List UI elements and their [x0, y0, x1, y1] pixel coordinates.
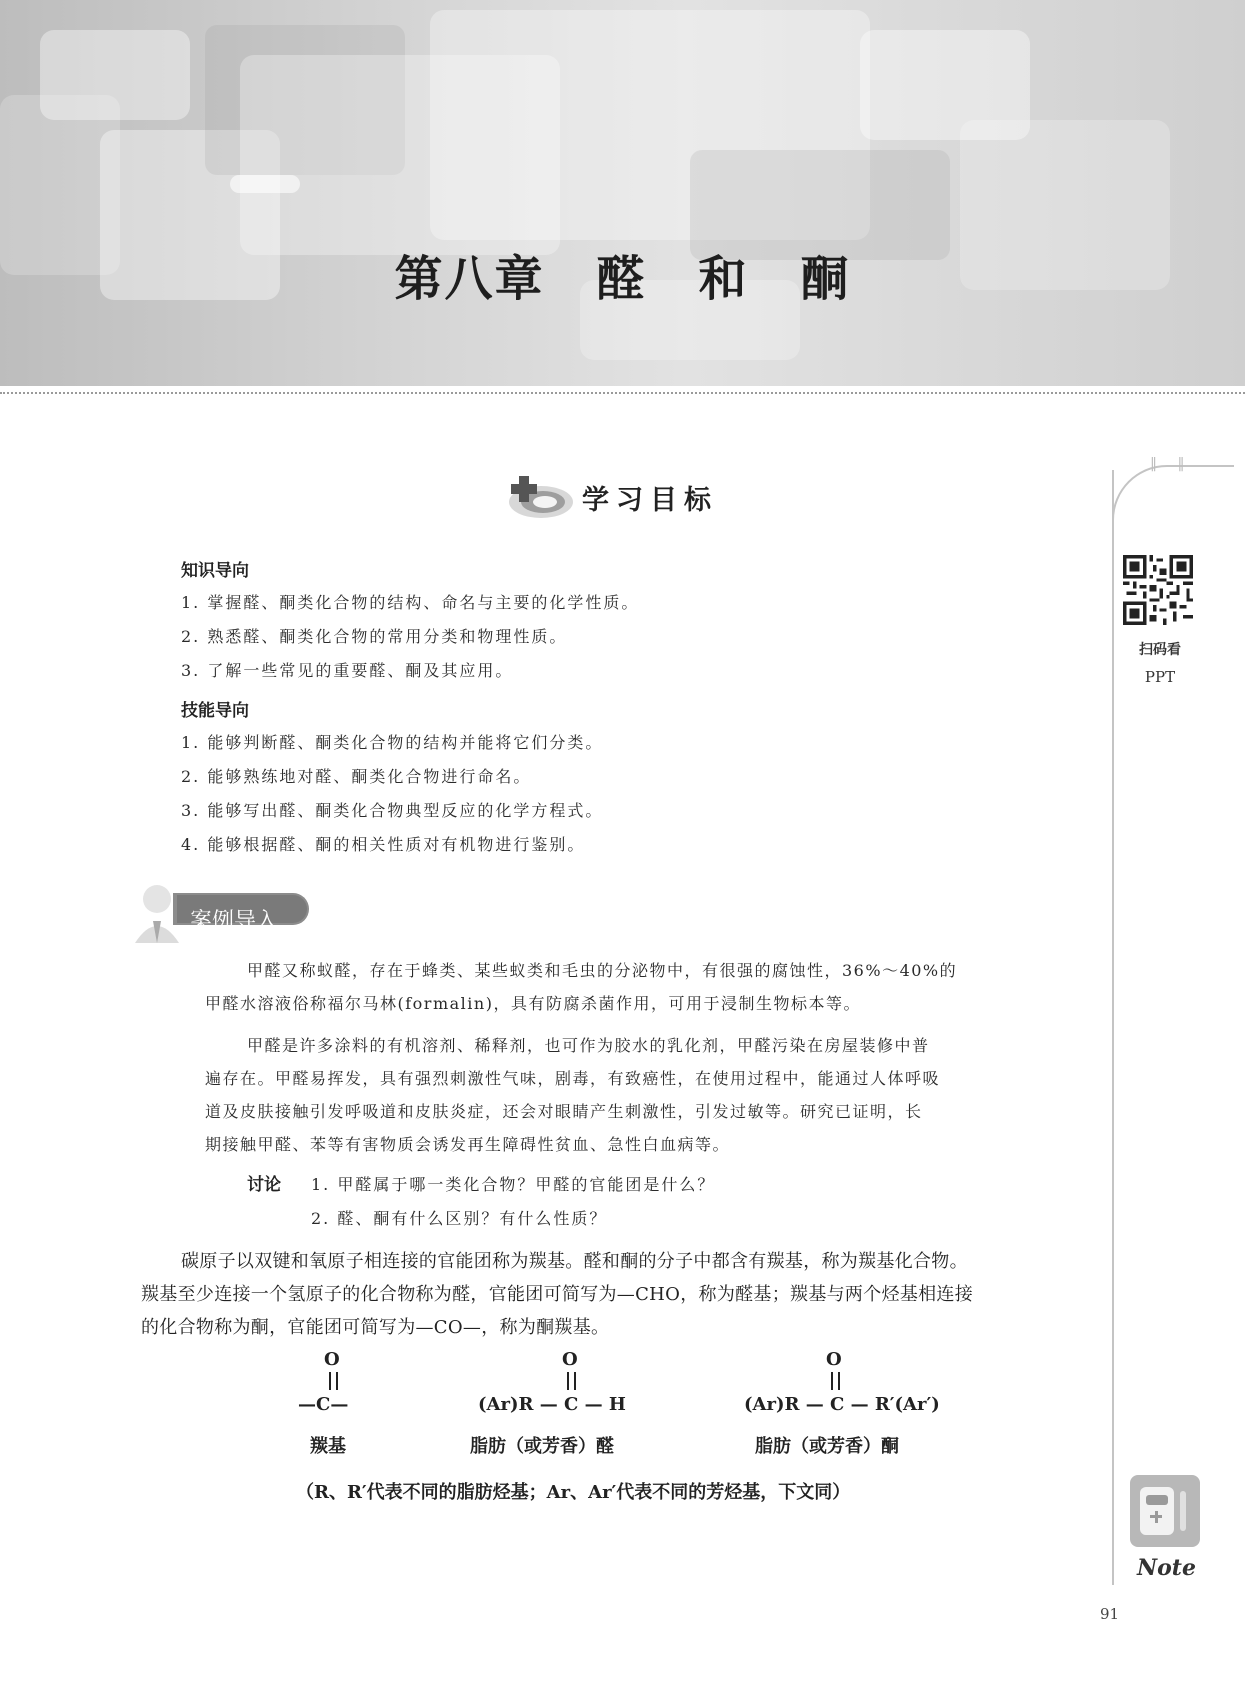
body-line: 羰基至少连接一个氢原子的化合物称为醛，官能团可简写为—CHO，称为醛基；羰基与两个烃基相连接 — [141, 1284, 974, 1305]
qr-label: 扫码看 — [1139, 642, 1181, 658]
double-bond — [329, 1372, 338, 1390]
aldehyde-caption: 脂肪（或芳香）醛 — [470, 1436, 614, 1457]
chapter-title — [0, 240, 1245, 309]
discussion-question: 1. 甲醛属于哪一类化合物？甲醛的官能团是什么？ — [311, 1175, 716, 1194]
case-paragraph-2 — [205, 1029, 1105, 1161]
list-item: 1. 掌握醛、酮类化合物的结构、命名与主要的化学性质。 — [181, 593, 640, 612]
case-intro-label: 案例导入 — [190, 909, 279, 934]
paragraph-line: 遍存在。甲醛易挥发，具有强烈刺激性气味，剧毒，有致癌性，在使用过程中，能通过人体呼吸 — [205, 1069, 941, 1088]
body-line: 的化合物称为酮，官能团可简写为—CO—，称为酮羰基。 — [141, 1317, 610, 1338]
formula-note: （R、R′代表不同的脂肪烃基；Ar、Ar′代表不同的芳烃基，下文同） — [296, 1482, 851, 1503]
chapter-number: 第八章 — [394, 251, 545, 307]
aldehyde-formula: (Ar)R — C — H — [478, 1394, 626, 1415]
qr-sublabel: PPT — [1144, 668, 1176, 686]
double-bond — [567, 1372, 576, 1390]
paragraph-line: 甲醛水溶液俗称福尔马林(formalin)，具有防腐杀菌作用，可用于浸制生物标本等。 — [205, 994, 861, 1013]
learning-goals-title: 学习目标 — [582, 485, 718, 516]
carbonyl-oxygen: O — [324, 1349, 340, 1370]
paragraph-line: 期接触甲醛、苯等有害物质会诱发再生障碍性贫血、急性白血病等。 — [205, 1135, 731, 1154]
qr-code-icon[interactable] — [1123, 555, 1193, 625]
chapter-word-1: 醛 — [596, 251, 647, 307]
note-icon — [1130, 1475, 1200, 1547]
skills-heading: 技能导向 — [181, 701, 249, 721]
paragraph-line: 道及皮肤接触引发呼吸道和皮肤炎症，还会对眼睛产生刺激性，引发过敏等。研究已证明，长 — [205, 1102, 923, 1121]
chapter-banner — [0, 0, 1245, 386]
ketone-formula: (Ar)R — C — R′(Ar′) — [744, 1394, 940, 1415]
margin-rule — [1112, 470, 1114, 1585]
double-bond — [831, 1372, 840, 1390]
carbonyl-caption: 羰基 — [310, 1436, 346, 1457]
body-line: 碳原子以双键和氧原子相连接的官能团称为羰基。醛和酮的分子中都含有羰基，称为羰基化合物。 — [181, 1251, 968, 1272]
page-number: 91 — [1100, 1605, 1120, 1623]
chapter-word-3: 酮 — [800, 251, 851, 307]
margin-marks: ‖ ‖ — [1150, 456, 1193, 472]
aldehyde-oxygen: O — [562, 1349, 578, 1370]
list-item: 2. 能够熟练地对醛、酮类化合物进行命名。 — [181, 767, 532, 786]
paragraph-line: 甲醛是许多涂料的有机溶剂、稀释剂，也可作为胶水的乳化剂，甲醛污染在房屋装修中普 — [247, 1036, 930, 1055]
discussion-label: 讨论 — [247, 1175, 281, 1195]
list-item: 4. 能够根据醛、酮的相关性质对有机物进行鉴别。 — [181, 835, 586, 854]
dotted-divider — [0, 392, 1245, 394]
learning-goals-icon — [505, 472, 575, 522]
list-item: 3. 能够写出醛、酮类化合物典型反应的化学方程式。 — [181, 801, 604, 820]
paragraph-line: 甲醛又称蚁醛，存在于蜂类、某些蚁类和毛虫的分泌物中，有很强的腐蚀性，36%～40%的 — [247, 961, 958, 980]
ketone-oxygen: O — [826, 1349, 842, 1370]
carbonyl-formula: —C— — [298, 1394, 349, 1415]
knowledge-heading: 知识导向 — [181, 561, 249, 581]
case-paragraph-1 — [205, 954, 1105, 1020]
ketone-caption: 脂肪（或芳香）酮 — [755, 1436, 899, 1457]
chapter-word-2: 和 — [698, 251, 749, 307]
body-text — [141, 1245, 1111, 1344]
list-item: 2. 熟悉醛、酮类化合物的常用分类和物理性质。 — [181, 627, 568, 646]
list-item: 3. 了解一些常见的重要醛、酮及其应用。 — [181, 661, 514, 680]
list-item: 1. 能够判断醛、酮类化合物的结构并能将它们分类。 — [181, 733, 604, 752]
note-label: Note — [1137, 1555, 1196, 1581]
discussion-question: 2. 醛、酮有什么区别？有什么性质？ — [311, 1209, 608, 1228]
margin-curve — [1112, 465, 1234, 527]
